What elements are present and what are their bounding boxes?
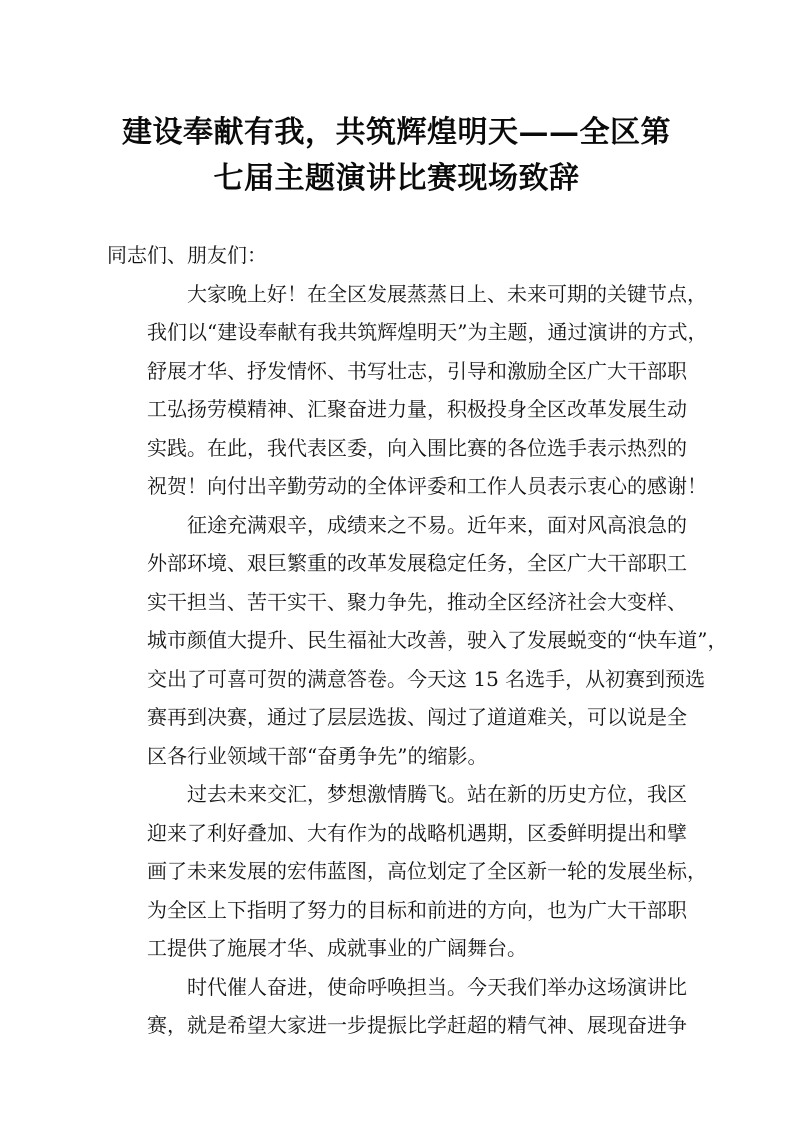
paragraph-line: 我们以“建设奉献有我共筑辉煌明天”为主题，通过演讲的方式，: [147, 320, 708, 344]
paragraph-line: 祝贺！向付出辛勤劳动的全体评委和工作人员表示衷心的感谢！: [147, 474, 707, 498]
paragraph-line: 赛再到决赛，通过了层层选拔、闯过了道道难关，可以说是全: [147, 705, 687, 729]
paragraph-line: 征途充满艰辛，成绩来之不易。近年来，面对风高浪急的: [187, 512, 687, 537]
paragraph-line: 区各行业领域干部“奋勇争先”的缩影。: [147, 743, 488, 768]
paragraph-line: 城市颜值大提升、民生福祉大改善，驶入了发展蜕变的“快车道”，: [147, 628, 728, 652]
paragraph-line: 画了未来发展的宏伟蓝图，高位划定了全区新一轮的发展坐标，: [147, 859, 707, 883]
paragraph-line: 过去未来交汇，梦想激情腾飞。站在新的历史方位，我区: [187, 782, 687, 806]
paragraph-line: 工提供了施展才华、成就事业的广阔舞台。: [147, 936, 527, 960]
paragraph-line: 时代催人奋进，使命呼唤担当。今天我们举办这场演讲比: [187, 974, 687, 999]
paragraph-2: [107, 506, 728, 776]
paragraph-line: 实干担当、苦干实干、聚力争先，推动全区经济社会大变样、: [147, 589, 687, 614]
paragraph-line: 外部环境、艰巨繁重的改革发展稳定任务，全区广大干部职工: [147, 551, 687, 575]
paragraph-1: [107, 275, 708, 506]
document-body: [107, 236, 728, 1045]
salutation: 同志们、朋友们：: [107, 243, 267, 267]
paragraph-4: [107, 968, 687, 1045]
paragraph-line: 实践。在此，我代表区委，向入围比赛的各位选手表示热烈的: [147, 435, 687, 460]
paragraph-line: 交出了可喜可贺的满意答卷。今天这 15 名选手，从初赛到预选: [147, 666, 706, 691]
paragraph-line: 赛，就是希望大家进一步提振比学赶超的精气神、展现奋进争: [147, 1013, 687, 1037]
paragraph-line: 迎来了利好叠加、大有作为的战略机遇期，区委鲜明提出和擘: [147, 820, 687, 845]
document-title: [100, 110, 693, 202]
title-line-1: 建设奉献有我，共筑辉煌明天——全区第: [122, 115, 671, 150]
paragraph-line: 舒展才华、抒发情怀、书写壮志，引导和激励全区广大干部职: [147, 358, 687, 383]
paragraph-line: 工弘扬劳模精神、汇聚奋进力量，积极投身全区改革发展生动: [147, 397, 687, 421]
title-line-2: 七届主题演讲比赛现场致辞: [213, 161, 580, 196]
paragraph-3: [107, 775, 707, 968]
paragraph-line: 为全区上下指明了努力的目标和前进的方向，也为广大干部职: [147, 897, 687, 922]
paragraph-line: 大家晚上好！在全区发展蒸蒸日上、未来可期的关键节点，: [187, 281, 707, 306]
